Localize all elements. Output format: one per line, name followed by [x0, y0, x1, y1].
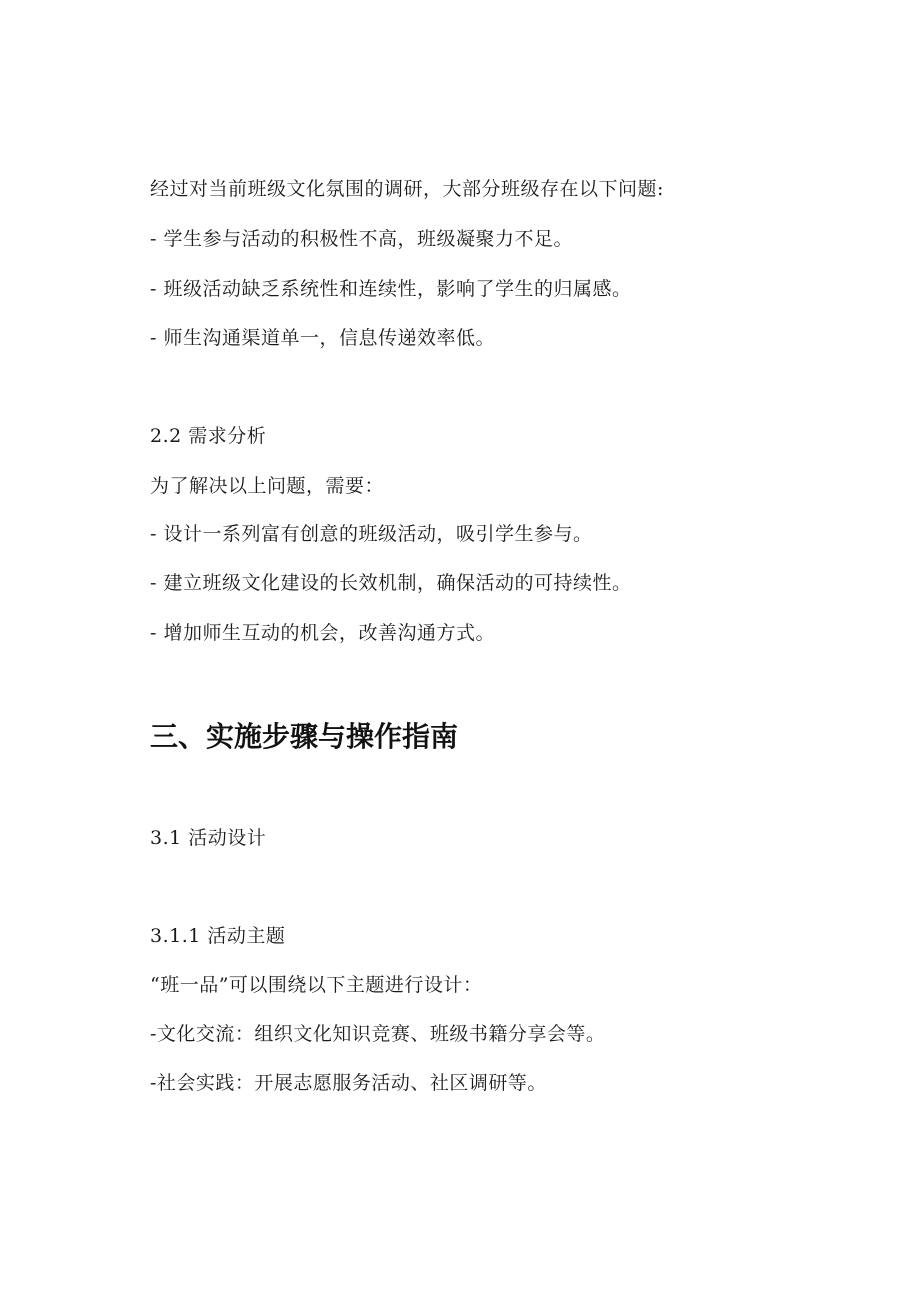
survey-summary: 经过对当前班级文化氛围的调研，大部分班级存在以下问题: — [150, 178, 664, 200]
problem-item: - 师生沟通渠道单一，信息传递效率低。 — [150, 327, 495, 349]
problem-item: - 班级活动缺乏系统性和连续性，影响了学生的归属感。 — [150, 278, 632, 300]
need-item: - 建立班级文化建设的长效机制，确保活动的可持续性。 — [150, 572, 632, 594]
needs-lead: 为了解决以上问题，需要： — [150, 475, 385, 497]
section-heading-needs: 2.2 需求分析 — [150, 425, 267, 447]
theme-item: -社会实践：开展志愿服务活动、社区调研等。 — [150, 1072, 547, 1094]
theme-item: -文化交流：组织文化知识竞赛、班级书籍分享会等。 — [150, 1023, 606, 1045]
section-heading-activity-theme: 3.1.1 活动主题 — [150, 925, 286, 947]
problem-item: - 学生参与活动的积极性不高，班级凝聚力不足。 — [150, 228, 573, 250]
need-item: - 设计一系列富有创意的班级活动，吸引学生参与。 — [150, 523, 593, 545]
theme-lead: “班一品”可以围绕以下主题进行设计： — [150, 974, 483, 996]
need-item: - 增加师生互动的机会，改善沟通方式。 — [150, 622, 495, 644]
chapter-title: 三、实施步骤与操作指南 — [150, 720, 459, 753]
section-heading-activity-design: 3.1 活动设计 — [150, 827, 267, 849]
